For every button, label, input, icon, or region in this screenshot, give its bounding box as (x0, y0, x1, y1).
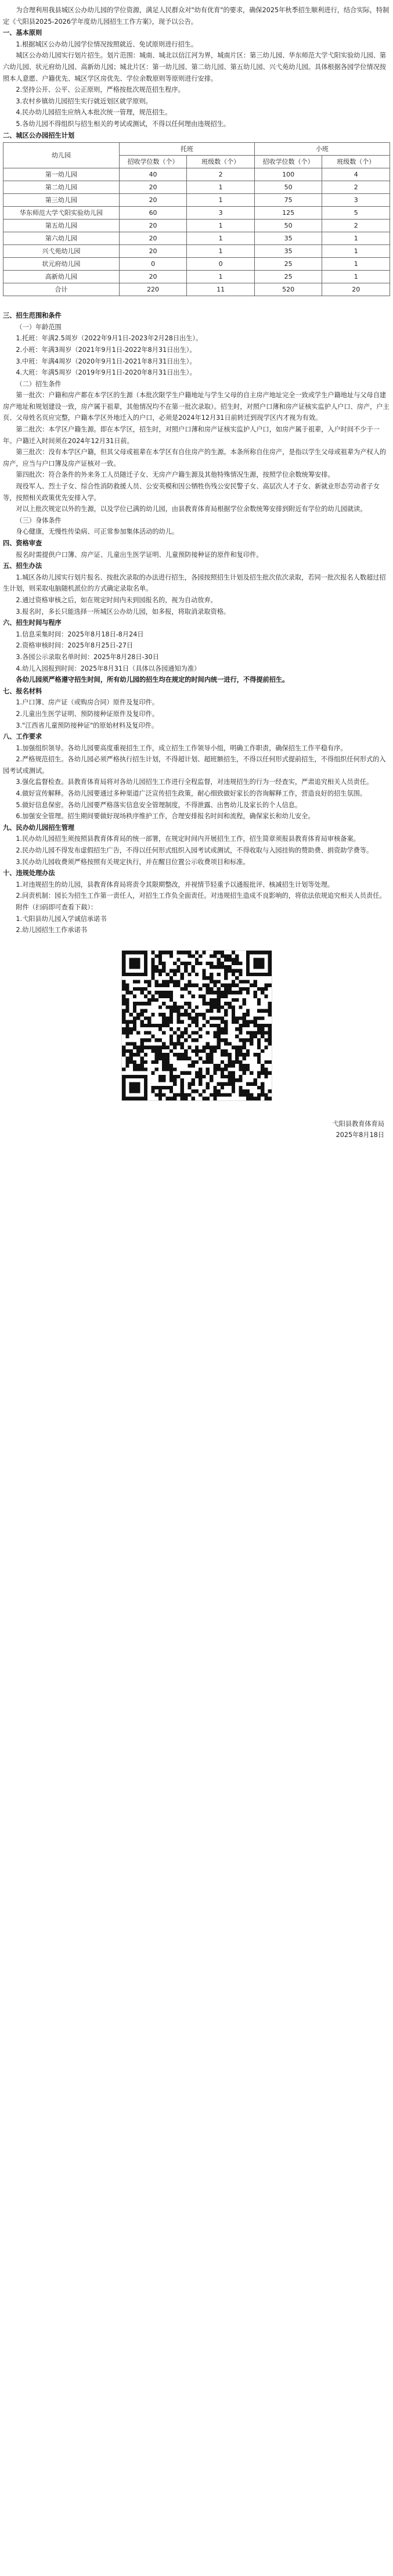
issuer-org: 弋阳县教育体育局 (332, 1120, 384, 1128)
materials-item: 3."江西省儿童预防接种证"的原始材料及复印件。 (16, 721, 158, 729)
table-cell-value: 20 (119, 232, 187, 245)
materials-item: 1.户口簿、房产证（或购房合同）原件及复印件。 (16, 699, 159, 707)
table-cell-value: 0 (119, 258, 187, 271)
schedule-item: 4.幼儿入园报到时间：2025年8月31日（具体以各园通知为准） (16, 664, 201, 672)
table-cell-kindergarten: 第二幼儿园 (3, 181, 120, 194)
table-cell-value: 0 (187, 258, 255, 271)
table-cell-value: 1 (187, 245, 255, 258)
requirements-paragraph: 3.强化监督检查。县教育体育局将对各幼儿园招生工作进行全程监督，对违规招生的行为一经查实，严肃追究相关人员责任。 (16, 778, 373, 786)
attachment-link[interactable]: 1.弋阳县幼儿园入学诚信承诺书 (16, 915, 107, 923)
table-cell-value: 1 (187, 220, 255, 232)
table-cell-value: 35 (254, 232, 322, 245)
schedule-item: 1.信息采集时间：2025年8月18日-8月24日 (16, 630, 144, 638)
attachment-link[interactable]: 2.幼儿园招生工作承诺书 (16, 926, 87, 934)
subsection-title-conditions: （二）招生条件 (16, 380, 62, 388)
method-paragraph: 3.报名时，多长只能选择一所城区公办幼儿园，如多报，将取消录取资格。 (16, 607, 230, 616)
table-cell-value: 50 (254, 181, 322, 194)
section-title-private: 九、民办幼儿园招生管理 (3, 823, 75, 832)
table-cell-value: 3 (187, 207, 255, 220)
private-paragraph: 3.民办幼儿园收费须严格按照有关规定执行，并在醒目位置公示收费项目和标准。 (16, 858, 250, 866)
table-cell-value: 50 (254, 220, 322, 232)
section-title-violations: 十、违规处理办法 (3, 869, 55, 877)
condition-paragraph: 对以上批次规定以外的生源，以及学位已满的幼儿园，由县教育体育局根据学位余数统筹安排到附近有学位的幼儿园就读。 (16, 505, 367, 513)
table-subheader-seats: 招收学位数（个） (119, 156, 187, 168)
table-cell-kindergarten: 高新幼儿园 (3, 271, 120, 283)
table-cell-value: 20 (119, 194, 187, 207)
age-item: 4.大班：年满5周岁（2019年9月1日-2020年8月31日出生）。 (16, 369, 196, 377)
table-cell-value: 4 (322, 168, 390, 181)
table-subheader-classes: 班级数（个） (187, 156, 255, 168)
paragraph: 5.各幼儿园不得组织与招生相关的考试或测试，不得以任何理由违规招生。 (16, 120, 230, 128)
schedule-bold-note: 各幼儿园须严格遵守招生时间，所有幼儿园的招生均在规定的时间内统一进行，不得提前招生。 (16, 676, 289, 684)
paragraph: 城区公办幼儿园实行划片招生。划片范围：城南、城北以信江河为界，城南片区：第三幼儿园、华东师范大学弋阳实验幼儿园、第六幼儿园、状元府幼儿园、高新幼儿园；城北片区：第一幼儿园、第二幼儿园、第五幼儿园、兴弋苑幼儿园。具体根据各园学位情况按照本人意愿、户籍优先、城区学区房优先、学位余数原则等原则进行安排。 (3, 52, 387, 82)
table-header-toddler: 托班 (119, 143, 254, 156)
document (0, 0, 393, 1145)
paragraph: 4.民办幼儿园招生应纳入本批次统一管理，规范招生。 (16, 109, 172, 117)
issue-date: 2025年8月18日 (336, 1131, 384, 1139)
table-cell-value: 3 (322, 194, 390, 207)
table-cell-value: 100 (254, 168, 322, 181)
table-subheader-seats: 招收学位数（个） (254, 156, 322, 168)
table-row (3, 245, 390, 258)
table-cell-value: 20 (119, 245, 187, 258)
table-cell-value: 60 (119, 207, 187, 220)
table-row (3, 283, 390, 296)
paragraph: 1.根据城区公办幼儿园学位情况按照就近、免试原则进行招生。 (16, 40, 198, 48)
condition-paragraph: 第四批次：符合条件的外来务工人员随迁子女、无房产户籍生源及其他特殊情况生源，按照学位余数统筹安排。 (16, 471, 334, 479)
age-item: 1.托班：年满2.5周岁（2022年9月1日-2023年2月28日出生）。 (16, 334, 203, 343)
table-cell-kindergarten: 兴弋苑幼儿园 (3, 245, 120, 258)
violations-paragraph: 2.问责机制：园长为招生工作第一责任人，对招生工作负全面责任。对违规招生造成不良影响的，将依法依规追究相关人员责任。 (16, 892, 386, 900)
health-paragraph: 身心健康，无慢性传染病、可正常参加集体活动的幼儿。 (16, 528, 179, 536)
section-title-method: 五、招生办法 (3, 562, 42, 570)
table-cell-kindergarten: 第六幼儿园 (3, 232, 120, 245)
paragraph: 2.坚持公开、公平、公正原则，严格按批次规范招生程序。 (16, 86, 185, 94)
table-cell-value: 1 (187, 194, 255, 207)
paragraph: 3.农村乡镇幼儿园招生实行就近划区就学原则。 (16, 97, 152, 105)
private-paragraph: 1.民办幼儿园招生须按照县教育体育局的统一部署，在规定时间内开展招生工作，招生简章须报县教育体育局审核备案。 (16, 835, 360, 843)
table-cell-value: 5 (322, 207, 390, 220)
table-cell-kindergarten: 第五幼儿园 (3, 220, 120, 232)
table-row (3, 181, 390, 194)
section-title-scope: 三、招生范围和条件 (3, 312, 62, 320)
table-cell-value: 20 (119, 181, 187, 194)
table-cell-kindergarten: 第一幼儿园 (3, 168, 120, 181)
table-cell-kindergarten: 合计 (3, 283, 120, 296)
table-cell-value: 25 (254, 258, 322, 271)
materials-item: 2.儿童出生医学证明、预防接种证原件及复印件。 (16, 710, 159, 718)
table-cell-value: 1 (187, 181, 255, 194)
qr-code-container (3, 950, 390, 1101)
table-cell-value: 1 (322, 271, 390, 283)
table-cell-value: 1 (322, 245, 390, 258)
private-paragraph: 2.民办幼儿园不得发布虚假招生广告，不得以任何形式组织入园考试或测试，不得收取与入园挂钩的赞助费、捐资助学费等。 (16, 847, 373, 855)
table-cell-value: 1 (187, 232, 255, 245)
table-cell-kindergarten: 华东师范大学弋阳实验幼儿园 (3, 207, 120, 220)
table-cell-value: 1 (187, 271, 255, 283)
section-title-principles: 一、基本原则 (3, 29, 42, 37)
table-row (3, 168, 390, 181)
table-body (3, 168, 390, 296)
schedule-item: 3.各园公示录取名单时间：2025年8月28日-30日 (16, 653, 159, 661)
enrollment-plan-table (3, 142, 390, 296)
review-paragraph: 报名时需提供户口簿、房产证、儿童出生医学证明、儿童预防接种证的原件和复印件。 (16, 551, 263, 559)
method-paragraph: 1.城区各幼儿园实行划片报名、按批次录取的办法进行招生，各园按照招生计划及招生批次依次录取，若同一批次报名人数超过招生计划，则采取电脑随机派位的方式确定录取名单。 (3, 573, 386, 593)
schedule-item: 2.资格审核时间：2025年8月25日-27日 (16, 642, 134, 650)
table-cell-value: 125 (254, 207, 322, 220)
table-cell-value: 35 (254, 245, 322, 258)
section-title-review: 四、资格审查 (3, 539, 42, 547)
condition-paragraph: 现役军人、烈士子女、综合性消防救援人员、公安英模和因公牺牲伤残公安民警子女、高层次人才子女、新就业形态劳动者子女等，按照相关政策优先安排入学。 (3, 483, 380, 502)
requirements-paragraph: 2.严格规范招生。各幼儿园必须严格执行招生计划，不得超计划、超班额招生，不得以任何形式提前招生，不得组织任何形式的入园考试或测试。 (3, 755, 386, 775)
table-cell-value: 520 (254, 283, 322, 296)
qr-code-image[interactable] (121, 950, 272, 1101)
table-row (3, 258, 390, 271)
intro (3, 5, 390, 27)
table-cell-value: 2 (187, 168, 255, 181)
section-title-plan: 二、城区公办园招生计划 (3, 131, 75, 139)
intro-paragraph: 为合理利用我县城区公办幼儿园的学位资源，满足人民群众对"幼有优育"的要求，确保2025年秋季招生顺利进行，结合实际，特制定《弋阳县2025-2026学年度幼儿园招生工作方案》，现予以公告。 (3, 6, 390, 26)
age-item: 2.小班：年满3周岁（2021年9月1日-2022年8月31日出生）。 (16, 346, 196, 354)
table-row (3, 207, 390, 220)
section-title-materials: 七、报名材料 (3, 687, 42, 695)
table-cell-value: 75 (254, 194, 322, 207)
condition-paragraph: 第三批次：没有本学区户籍，但其父母或祖辈在本学区有自住房产的生源。本条所称自住房产，是指以学生父母或祖辈为产权人的房产，应当与户口簿及房产证核对一致。 (3, 448, 387, 467)
table-cell-value: 220 (119, 283, 187, 296)
requirements-paragraph: 4.做好宣传解释。各幼儿园要通过多种渠道广泛宣传招生政策，耐心细致做好家长的咨询解释工作，营造良好的招生氛围。 (16, 790, 367, 798)
table-cell-value: 1 (322, 232, 390, 245)
principles-body (3, 39, 390, 130)
method-paragraph: 2.通过资格审核之后，如在规定时间内未到园报名的，视为自动放弃。 (16, 596, 217, 604)
section-title-schedule: 六、招生时间与程序 (3, 619, 62, 627)
table-cell-kindergarten: 状元府幼儿园 (3, 258, 120, 271)
requirements-paragraph: 5.做好信息保密。各幼儿园要严格落实信息安全管理制度，不得泄露、出售幼儿及家长的个人信息。 (16, 801, 302, 809)
table-row (3, 220, 390, 232)
age-item: 3.中班：年满4周岁（2020年9月1日-2021年8月31日出生）。 (16, 357, 196, 365)
attachments-title: 附件（扫码即可查看下载）： (16, 904, 98, 911)
section-title-requirements: 八、工作要求 (3, 733, 42, 741)
table-row (3, 271, 390, 283)
table-header-kindergarten: 幼儿园 (3, 143, 120, 168)
table-cell-value: 2 (322, 220, 390, 232)
requirements-paragraph: 6.加强安全管理。招生期间要做好现场秩序维护工作，合理安排报名时间和流程，确保家长和幼儿安全。 (16, 812, 315, 821)
subsection-title-age: （一）年龄范围 (16, 323, 62, 331)
table-subheader-classes: 班级数（个） (322, 156, 390, 168)
condition-paragraph: 第二批次：本学区户籍生源。即在本学区，招生时，对照户口薄和房产证核实监护人户口，如房产属于祖辈，入户时间不少于一年。户籍迁入时间须在2024年12月31日前。 (3, 426, 380, 445)
table-cell-value: 25 (254, 271, 322, 283)
requirements-paragraph: 1.加强组织领导。各幼儿园要高度重视招生工作，成立招生工作领导小组，明确工作职责，确保招生工作平稳有序。 (16, 744, 347, 752)
table-cell-kindergarten: 第三幼儿园 (3, 194, 120, 207)
table-cell-value: 2 (322, 181, 390, 194)
table-cell-value: 20 (119, 271, 187, 283)
table-row (3, 194, 390, 207)
table-row (3, 232, 390, 245)
condition-paragraph: 第一批次：户籍和房产都在本学区的生源（本批次限学生户籍地址与学生父母的自主房产地址完全一致或学生户籍地址与父母自建房产地址和规划建设一致，房产属于祖辈，其他情况均不在第一批次录取）。招生时，对照户口薄和房产证核实监护人户口、房产，户主页、父母姓名页应完整，户籍本学区外地迁入的户口，必须是2024年12月31日前转迁到现学区内才视为有效。 (3, 391, 390, 422)
subsection-title-health: （三）身体条件 (16, 516, 62, 524)
violations-paragraph: 1.对违规招生的幼儿园，县教育体育局将责令其限期整改，并视情节轻重予以通报批评、核减招生计划等处理。 (16, 880, 334, 888)
table-cell-value: 20 (119, 220, 187, 232)
table-cell-value: 20 (322, 283, 390, 296)
table-cell-value: 1 (322, 258, 390, 271)
table-cell-value: 11 (187, 283, 255, 296)
table-header-small: 小班 (254, 143, 390, 156)
table-cell-value: 40 (119, 168, 187, 181)
